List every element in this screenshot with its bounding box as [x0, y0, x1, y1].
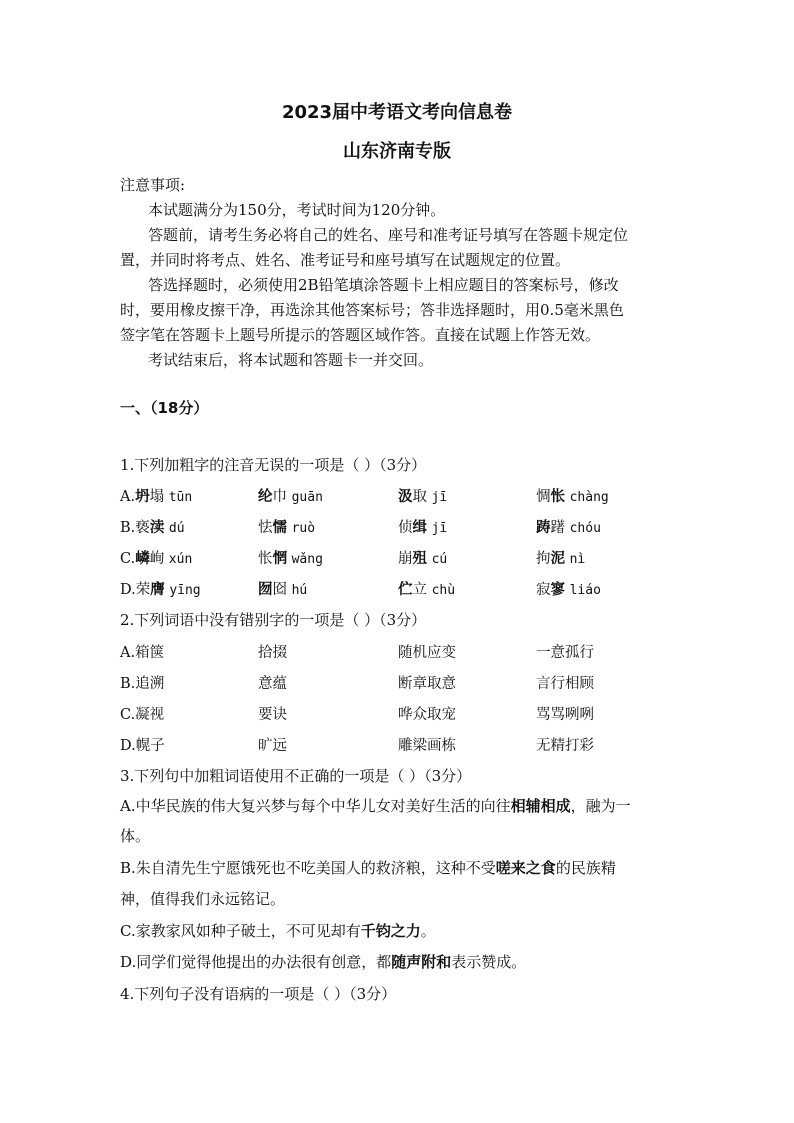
question-stem: 3.下列句中加粗词语使用不正确的一项是（ ）（3分） — [120, 767, 472, 785]
bold-character: 缉 — [412, 520, 427, 536]
bold-character: 泥 — [550, 551, 565, 567]
option-label: C. — [120, 551, 136, 567]
option-label: A. — [120, 489, 136, 505]
option-label: D. — [120, 582, 136, 598]
word-part: 躇 — [550, 520, 570, 536]
option-d — [120, 952, 526, 972]
word-part: 立 — [412, 582, 432, 598]
bold-character: 膺 — [150, 582, 165, 598]
option-word: 无精打彩 — [536, 738, 594, 754]
option-row — [120, 485, 680, 507]
word-part: 荣 — [135, 582, 151, 598]
option-word: 意蕴 — [258, 676, 287, 692]
pinyin: hú — [291, 583, 308, 598]
pinyin: jī — [431, 490, 448, 505]
option-item — [258, 578, 307, 599]
pinyin: ruò — [291, 521, 316, 536]
pinyin: liáo — [569, 583, 601, 598]
pinyin: cú — [431, 552, 448, 567]
bold-character: 嶙 — [135, 551, 150, 567]
option-word: 旷远 — [258, 738, 287, 754]
option-word: B.追溯 — [120, 676, 165, 692]
pinyin: nì — [569, 552, 586, 567]
notice-paragraph: 签字笔在答题卡上题号所提示的答题区域作答。直接在试题上作答无效。 — [120, 326, 601, 344]
pinyin: guān — [291, 490, 323, 505]
bold-character: 渎 — [149, 520, 165, 536]
option-item — [398, 485, 447, 506]
word-part: 亵 — [135, 520, 150, 536]
bold-character: 寥 — [550, 582, 565, 598]
option-word: 断章取意 — [398, 676, 456, 692]
pinyin: chàng — [569, 490, 609, 505]
option-text: 的民族精 — [555, 859, 616, 877]
pinyin: chù — [431, 583, 456, 598]
pinyin: wǎng — [291, 552, 323, 567]
option-a-continued: 体。 — [120, 827, 151, 845]
word-part: 惆 — [536, 489, 551, 505]
option-word: 言行相顾 — [536, 676, 594, 692]
pinyin: tūn — [168, 490, 193, 505]
word-part: 巾 — [272, 489, 292, 505]
bold-phrase: 嗟来之食 — [495, 859, 556, 877]
option-word: 随机应变 — [398, 645, 456, 661]
word-part: 侦 — [398, 520, 413, 536]
option-word: A.箱箧 — [120, 645, 165, 661]
option-word: 哗众取宠 — [398, 707, 456, 723]
exam-subtitle: 山东济南专版 — [343, 141, 451, 162]
option-item — [120, 485, 192, 506]
option-text: ，融为一 — [570, 797, 631, 815]
bold-character: 踌 — [536, 520, 551, 536]
question-stem: 4.下列句子没有语病的一项是（ ）（3分） — [120, 985, 397, 1003]
bold-phrase: 千钧之力 — [360, 922, 421, 940]
option-b — [120, 858, 616, 878]
option-word: 拾掇 — [258, 645, 287, 661]
section-heading: 一、（18分） — [120, 399, 209, 417]
word-part: 取 — [412, 489, 432, 505]
word-part: 怅 — [258, 551, 273, 567]
pinyin: jī — [431, 521, 448, 536]
option-row — [120, 672, 680, 694]
option-text: A.中华民族的伟大复兴梦与每个中华儿女对美好生活的向往 — [120, 797, 511, 815]
pinyin: dú — [168, 521, 185, 536]
option-item — [120, 516, 185, 537]
bold-character: 汲 — [398, 489, 413, 505]
option-item — [536, 485, 609, 506]
option-word: 骂骂咧咧 — [536, 707, 594, 723]
option-text: 。 — [420, 922, 436, 940]
bold-character: 囫 — [258, 582, 273, 598]
option-row — [120, 641, 680, 663]
option-item — [536, 547, 585, 568]
notice-paragraph: 答选择题时，必须使用2B铅笔填涂答题卡上相应题目的答案标号，修改 — [148, 276, 619, 294]
option-item — [258, 485, 323, 506]
word-part: 拘 — [536, 551, 551, 567]
option-item — [398, 578, 455, 599]
bold-phrase: 相辅相成 — [510, 797, 571, 815]
word-part: 寂 — [536, 582, 551, 598]
bold-character: 怅 — [550, 489, 565, 505]
option-row — [120, 734, 680, 756]
bold-character: 坍 — [135, 489, 150, 505]
option-row — [120, 703, 680, 725]
option-item — [536, 578, 601, 599]
notice-paragraph: 置，并同时将考点、姓名、准考证号和座号填写在试题规定的位置。 — [120, 251, 571, 269]
option-text: D.同学们觉得他提出的办法很有创意，都 — [120, 953, 392, 971]
option-item — [536, 516, 601, 537]
word-part: 囵 — [272, 582, 292, 598]
option-item — [398, 516, 447, 537]
option-b-continued: 神，值得我们永远铭记。 — [120, 890, 286, 908]
notice-paragraph: 本试题满分为150分，考试时间为120分钟。 — [148, 201, 446, 219]
option-text: C.家教家风如种子破土，不可见却有 — [120, 922, 361, 940]
bold-character: 纶 — [258, 489, 273, 505]
option-row — [120, 547, 680, 569]
option-word: 雕梁画栋 — [398, 738, 456, 754]
pinyin: chóu — [569, 521, 601, 536]
option-word: 一意孤行 — [536, 645, 594, 661]
option-label: B. — [120, 520, 136, 536]
word-part: 峋 — [149, 551, 169, 567]
pinyin: xún — [168, 552, 193, 567]
option-text: B.朱自清先生宁愿饿死也不吃美国人的救济粮，这种不受 — [120, 859, 496, 877]
word-part: 崩 — [398, 551, 413, 567]
word-part: 怯 — [258, 520, 273, 536]
bold-character: 惘 — [272, 551, 287, 567]
bold-character: 懦 — [272, 520, 287, 536]
option-text: 表示赞成。 — [451, 953, 527, 971]
option-item — [120, 547, 192, 568]
option-word: 要诀 — [258, 707, 287, 723]
question-stem: 1.下列加粗字的注音无误的一项是（ ）（3分） — [120, 456, 427, 474]
option-item — [258, 516, 315, 537]
exam-title: 2023届中考语文考向信息卷 — [281, 102, 513, 123]
option-item — [120, 578, 201, 599]
pinyin: yīng — [169, 583, 201, 598]
option-word: D.幌子 — [120, 738, 165, 754]
option-item — [398, 547, 447, 568]
option-row — [120, 578, 680, 600]
bold-character: 伫 — [398, 582, 413, 598]
option-a — [120, 796, 631, 816]
word-part: 塌 — [149, 489, 169, 505]
notice-paragraph: 时，要用橡皮擦干净，再选涂其他答案标号；答非选择题时，用0.5毫米黑色 — [120, 301, 624, 319]
option-row — [120, 516, 680, 538]
bold-character: 殂 — [412, 551, 427, 567]
option-word: C.凝视 — [120, 707, 165, 723]
option-item — [258, 547, 323, 568]
notice-paragraph: 考试结束后，将本试题和答题卡一并交回。 — [148, 351, 434, 369]
bold-phrase: 随声附和 — [391, 953, 452, 971]
notice-paragraph: 答题前，请考生务必将自己的姓名、座号和准考证号填写在答题卡规定位 — [148, 226, 629, 244]
option-c — [120, 921, 436, 941]
notice-heading: 注意事项: — [120, 176, 186, 194]
question-stem: 2.下列词语中没有错别字的一项是（ ）（3分） — [120, 611, 427, 629]
